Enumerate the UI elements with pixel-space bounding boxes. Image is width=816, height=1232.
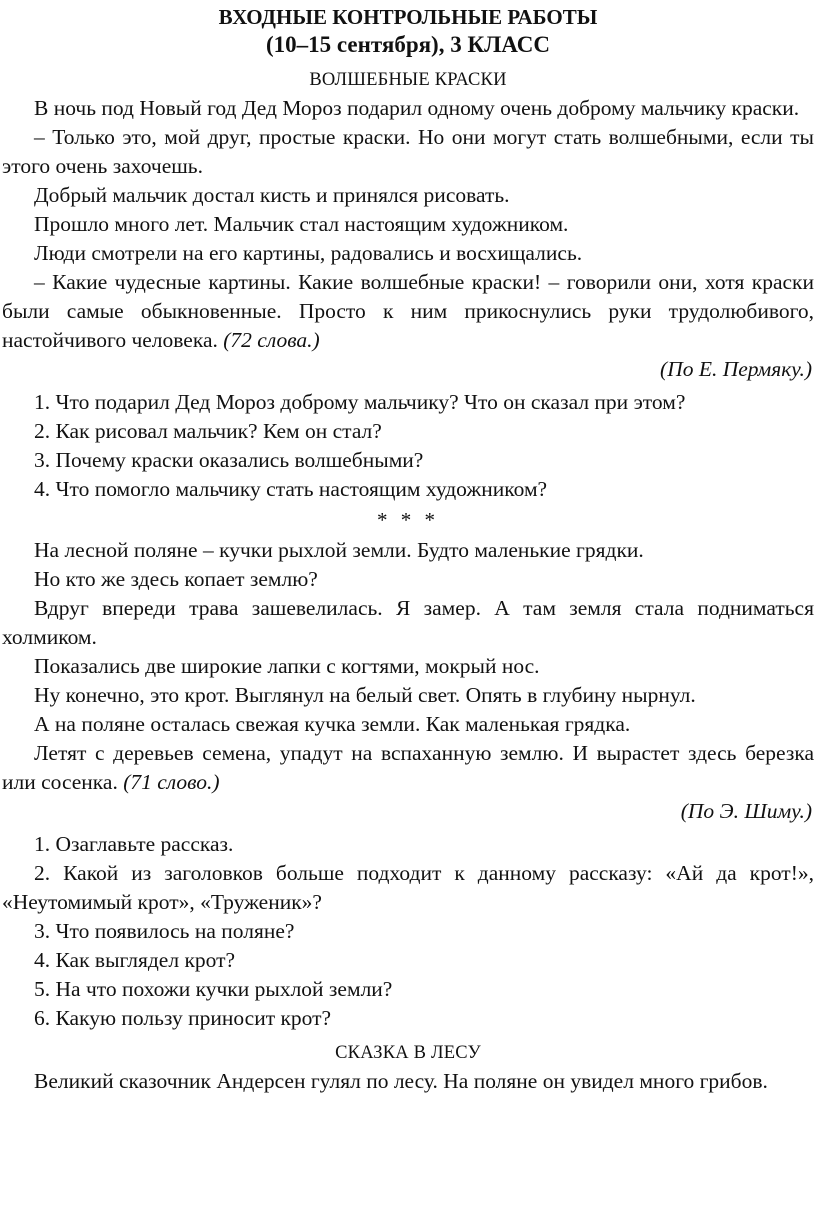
story2-paragraph: Ну конечно, это крот. Выглянул на белый свет. Опять в глубину нырнул.	[34, 683, 696, 707]
story1-paragraph: Люди смотрели на его картины, радовались и восхищались.	[34, 241, 583, 265]
story1-word-count: (72 слова.)	[223, 328, 320, 352]
story2-word-count: (71 слово.)	[123, 770, 220, 794]
story1-question: 4. Что помогло мальчику стать настоящим художником?	[34, 477, 548, 501]
story2-last-text: Летят с деревьев семена, упадут на вспаханную землю. И вырастет здесь березка или сосенка.	[2, 741, 814, 794]
story2-paragraph: Показались две широкие лапки с когтями, мокрый нос.	[34, 654, 540, 678]
story1-paragraph: Прошло много лет. Мальчик стал настоящим художником.	[34, 212, 569, 236]
story3-paragraph: Великий сказочник Андерсен гулял по лесу. На поляне он увидел много грибов.	[34, 1069, 768, 1093]
story2-last-paragraph	[2, 739, 814, 797]
story1-paragraph: – Только это, мой друг, простые краски. Но они могут стать волшебными, если ты этого очень захочешь.	[2, 125, 814, 178]
story1-question: 1. Что подарил Дед Мороз доброму мальчику? Что он сказал при этом?	[34, 390, 686, 414]
story1-last-paragraph	[2, 268, 814, 355]
story2-paragraph: На лесной поляне – кучки рыхлой земли. Будто маленькие грядки.	[34, 538, 644, 562]
story2-question: 2. Какой из заголовков больше подходит к данному рассказу: «Ай да крот!», «Неутомимый крот», «Труженик»?	[2, 861, 814, 914]
story2-question: 1. Озаглавьте рассказ.	[34, 832, 234, 856]
story2-paragraph: Вдруг впереди трава зашевелилась. Я замер. А там земля стала подниматься холмиком.	[2, 596, 814, 649]
story2-question: 5. На что похожи кучки рыхлой земли?	[34, 977, 393, 1001]
header-subtitle: (10–15 сентября), 3 КЛАСС	[266, 32, 550, 57]
story1-title: ВОЛШЕБНЫЕ КРАСКИ	[309, 70, 507, 90]
story1-paragraph: В ночь под Новый год Дед Мороз подарил одному очень доброму мальчику краски.	[34, 96, 800, 120]
section-separator: * * *	[377, 508, 439, 532]
story1-last-text: – Какие чудесные картины. Какие волшебные краски! – говорили они, хотя краски были самые обыкновенные. Просто к ним прикоснулись руки трудолюбивого, настойчивого человека.	[2, 270, 814, 352]
story2-question: 3. Что появилось на поляне?	[34, 919, 295, 943]
story2-paragraph: Но кто же здесь копает землю?	[34, 567, 318, 591]
story2-question: 4. Как выглядел крот?	[34, 948, 236, 972]
header-title: ВХОДНЫЕ КОНТРОЛЬНЫЕ РАБОТЫ	[218, 5, 598, 29]
story1-author: (По Е. Пермяку.)	[660, 357, 812, 381]
story1-paragraph: Добрый мальчик достал кисть и принялся рисовать.	[34, 183, 510, 207]
story3-title: СКАЗКА В ЛЕСУ	[335, 1043, 481, 1063]
story1-question: 2. Как рисовал мальчик? Кем он стал?	[34, 419, 382, 443]
story2-paragraph: А на поляне осталась свежая кучка земли. Как маленькая грядка.	[34, 712, 631, 736]
story2-author: (По Э. Шиму.)	[680, 799, 812, 823]
story1-question: 3. Почему краски оказались волшебными?	[34, 448, 424, 472]
story2-question: 6. Какую пользу приносит крот?	[34, 1006, 332, 1030]
